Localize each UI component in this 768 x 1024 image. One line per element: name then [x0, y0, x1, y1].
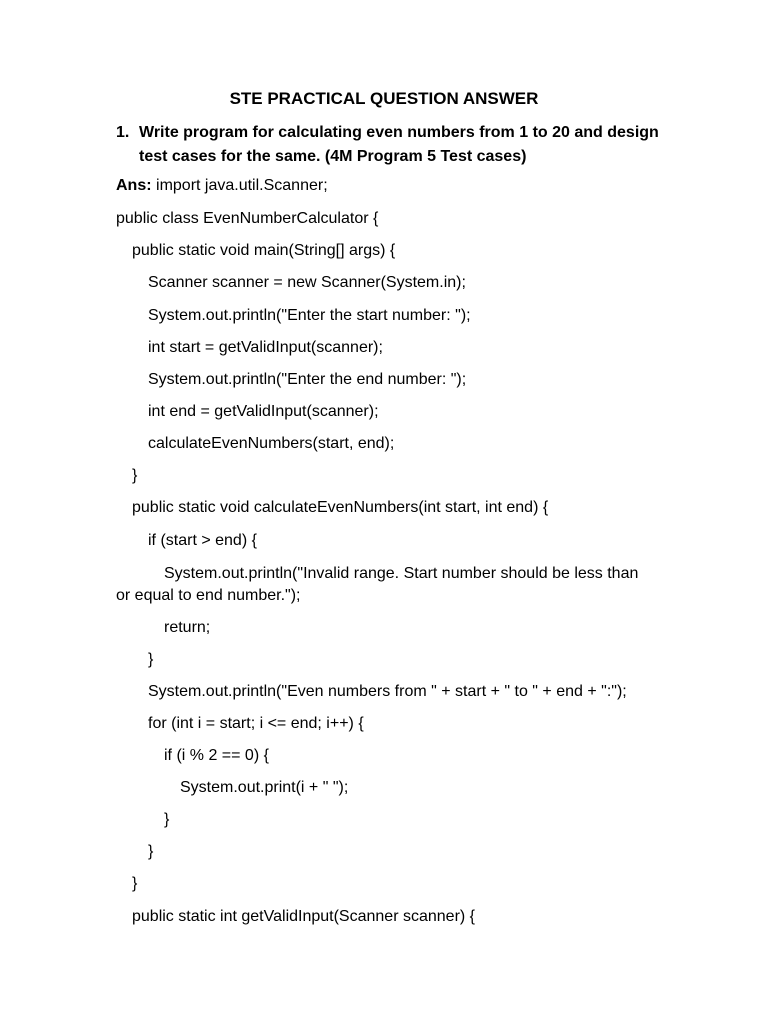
code-line: public class EvenNumberCalculator {	[116, 210, 379, 227]
code-line: System.out.println("Enter the end number: ");	[148, 371, 467, 388]
page-title: STE PRACTICAL QUESTION ANSWER	[229, 89, 539, 108]
code-line: for (int i = start; i <= end; i++) {	[148, 715, 364, 732]
answer-first-line: import java.util.Scanner;	[151, 177, 328, 194]
question-text: Write program for calculating even numbers from 1 to 20 and design test cases for the same. (4M Program 5 Test cases)	[139, 124, 659, 165]
code-line: }	[148, 843, 154, 860]
code-line: System.out.println("Invalid range. Start number should be less than	[164, 565, 639, 582]
code-line: }	[164, 811, 170, 828]
answer-label: Ans:	[116, 177, 152, 194]
code-line: int end = getValidInput(scanner);	[148, 403, 379, 420]
code-line: public static void main(String[] args) {	[132, 242, 396, 259]
code-line: or equal to end number.");	[116, 587, 301, 604]
code-line: int start = getValidInput(scanner);	[148, 339, 383, 356]
code-line: if (start > end) {	[148, 532, 257, 549]
answer-line	[116, 175, 328, 197]
code-line: System.out.print(i + " ");	[180, 779, 349, 796]
code-line: System.out.println("Even numbers from " + start + " to " + end + ":");	[148, 683, 627, 700]
code-line: public static void calculateEvenNumbers(int start, int end) {	[132, 499, 549, 516]
code-line: }	[132, 875, 138, 892]
code-line: return;	[164, 619, 211, 636]
code-line: calculateEvenNumbers(start, end);	[148, 435, 395, 452]
question-number: 1.	[116, 124, 130, 141]
code-line: public static int getValidInput(Scanner scanner) {	[132, 908, 476, 925]
code-line: }	[148, 651, 154, 668]
code-line: }	[132, 467, 138, 484]
code-line: Scanner scanner = new Scanner(System.in);	[148, 274, 466, 291]
code-line: if (i % 2 == 0) {	[164, 747, 269, 764]
code-line: System.out.println("Enter the start number: ");	[148, 307, 471, 324]
